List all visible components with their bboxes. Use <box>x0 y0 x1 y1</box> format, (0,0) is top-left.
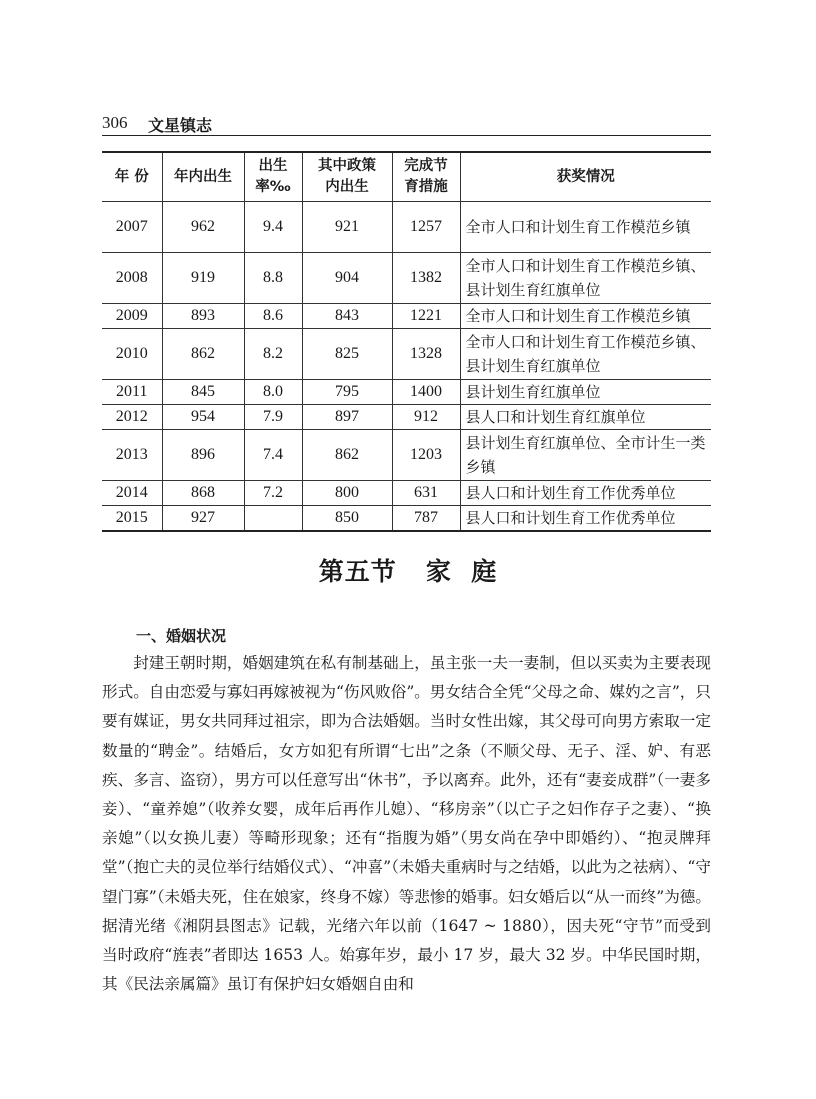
cell-award: 全市人口和计划生育工作模范乡镇 <box>460 202 711 253</box>
cell-births: 954 <box>162 405 244 430</box>
cell-birth-rate: 8.0 <box>244 380 302 405</box>
cell-birth-rate: 8.6 <box>244 304 302 329</box>
cell-births: 845 <box>162 380 244 405</box>
cell-award: 全市人口和计划生育工作模范乡镇、县计划生育红旗单位 <box>460 329 711 380</box>
page-number: 306 <box>102 113 128 132</box>
running-header <box>102 113 711 137</box>
cell-births: 919 <box>162 253 244 304</box>
cell-birth-rate: 7.9 <box>244 405 302 430</box>
body-paragraph: 封建王朝时期，婚姻建筑在私有制基础上，虽主张一夫一妻制，但以买卖为主要表现形式。自由恋爱与寡妇再嫁被视为“伤风败俗”。男女结合全凭“父母之命、媒妁之言”，只要有媒证，男女共同拜过祖宗，即为合法婚姻。当时女性出嫁，其父母可向男方索取一定数量的“聘金”。结婚后，女方如犯有所谓“七出”之条（不顺父母、无子、淫、妒、有恶疾、多言、盗窃），男方可以任意写出“休书”，予以离弃。此外，还有“妻妾成群”（一妻多妾）、“童养媳”（收养女婴，成年后再作儿媳）、“移房亲”（以亡子之妇作存子之妻）、“换亲媳”（以女换儿妻）等畸形现象；还有“指腹为婚”（男女尚在孕中即婚约）、“抱灵牌拜堂”（抱亡夫的灵位举行结婚仪式）、“冲喜”（未婚夫重病时与之结婚，以此为之祛病）、“守望门寡”（未婚夫死，住在娘家，终身不嫁）等悲惨的婚事。妇女婚后以“从一而终”为德。据清光绪《湘阴县图志》记载，光绪六年以前（1647 ~ 1880），因夫死“守节”而受到当时政府“旌表”者即达 1653 人。始寡年岁，最小 17 岁，最大 32 岁。中华民国时期，其《民法亲属篇》虽订有保护妇女婚姻自由和 <box>102 654 711 994</box>
table-row <box>102 405 711 430</box>
cell-year: 2014 <box>102 481 162 506</box>
cell-award: 县计划生育红旗单位、全市计生一类乡镇 <box>460 430 711 481</box>
cell-award: 全市人口和计划生育工作模范乡镇 <box>460 304 711 329</box>
cell-policy-births: 795 <box>302 380 392 405</box>
cell-award: 县人口和计划生育工作优秀单位 <box>460 506 711 532</box>
cell-policy-births: 843 <box>302 304 392 329</box>
birth-statistics-table <box>102 151 711 532</box>
cell-year: 2010 <box>102 329 162 380</box>
cell-births: 868 <box>162 481 244 506</box>
cell-policy-births: 800 <box>302 481 392 506</box>
cell-contraception: 1203 <box>392 430 460 481</box>
cell-contraception: 1382 <box>392 253 460 304</box>
column-header-births: 年内出生 <box>162 152 244 202</box>
cell-contraception: 1400 <box>392 380 460 405</box>
cell-birth-rate: 7.4 <box>244 430 302 481</box>
table-row <box>102 329 711 380</box>
cell-policy-births: 825 <box>302 329 392 380</box>
cell-year: 2007 <box>102 202 162 253</box>
column-header-year: 年 份 <box>102 152 162 202</box>
cell-year: 2015 <box>102 506 162 532</box>
table-header-row <box>102 152 711 202</box>
header-rule <box>102 135 711 136</box>
cell-birth-rate: 7.2 <box>244 481 302 506</box>
table-row <box>102 506 711 532</box>
column-header-awards: 获奖情况 <box>460 152 711 202</box>
cell-births: 893 <box>162 304 244 329</box>
book-title: 文星镇志 <box>148 116 213 135</box>
cell-contraception: 787 <box>392 506 460 532</box>
cell-births: 927 <box>162 506 244 532</box>
table-row <box>102 304 711 329</box>
cell-year: 2008 <box>102 253 162 304</box>
cell-policy-births: 921 <box>302 202 392 253</box>
cell-birth-rate: 9.4 <box>244 202 302 253</box>
cell-contraception: 1257 <box>392 202 460 253</box>
cell-policy-births: 850 <box>302 506 392 532</box>
cell-birth-rate: 8.8 <box>244 253 302 304</box>
cell-contraception: 631 <box>392 481 460 506</box>
cell-year: 2012 <box>102 405 162 430</box>
cell-award: 县计划生育红旗单位 <box>460 380 711 405</box>
cell-contraception: 1221 <box>392 304 460 329</box>
cell-year: 2011 <box>102 380 162 405</box>
cell-policy-births: 897 <box>302 405 392 430</box>
cell-award: 全市人口和计划生育工作模范乡镇、县计划生育红旗单位 <box>460 253 711 304</box>
cell-births: 896 <box>162 430 244 481</box>
column-header-birth-rate: 出生 率‰ <box>244 152 302 202</box>
cell-policy-births: 862 <box>302 430 392 481</box>
column-header-contraception: 完成节 育措施 <box>392 152 460 202</box>
cell-award: 县人口和计划生育红旗单位 <box>460 405 711 430</box>
subsection-title: 一、婚姻状况 <box>136 627 227 645</box>
table-row <box>102 380 711 405</box>
cell-births: 962 <box>162 202 244 253</box>
column-header-policy-births: 其中政策 内出生 <box>302 152 392 202</box>
cell-year: 2009 <box>102 304 162 329</box>
cell-policy-births: 904 <box>302 253 392 304</box>
cell-births: 862 <box>162 329 244 380</box>
cell-contraception: 912 <box>392 405 460 430</box>
table-row <box>102 481 711 506</box>
cell-award: 县人口和计划生育工作优秀单位 <box>460 481 711 506</box>
cell-birth-rate: 8.2 <box>244 329 302 380</box>
table-row <box>102 253 711 304</box>
cell-birth-rate <box>244 506 302 532</box>
table-row <box>102 430 711 481</box>
cell-contraception: 1328 <box>392 329 460 380</box>
cell-year: 2013 <box>102 430 162 481</box>
section-title: 第五节 家 庭 <box>318 557 498 586</box>
table-row <box>102 202 711 253</box>
